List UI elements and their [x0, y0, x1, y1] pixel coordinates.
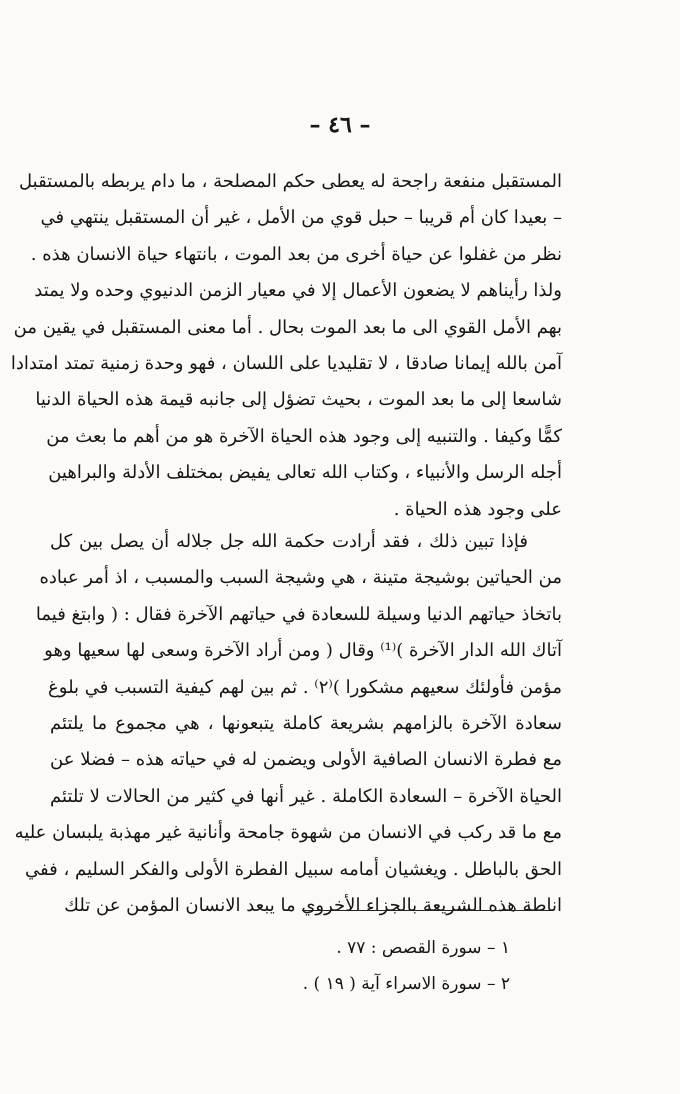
text-line: بهم الأمل القوي الى ما بعد الموت بحال . أما معنى المستقبل في يقين من	[13, 316, 562, 338]
footnote-item: ١ – سورة القصص : ٧٧ .	[336, 938, 510, 958]
text-line: أجله الرسل والأنبياء ، وكتاب الله تعالى يفيض بمختلف الأدلة والبراهين	[48, 462, 562, 484]
text-line: نظر من غفلوا عن حياة أخرى من بعد الموت ، بانتهاء حياة الانسان هذه .	[30, 243, 562, 265]
paragraph-second	[14, 524, 562, 924]
text-line: مع ما قد ركب في الانسان من شهوة جامحة وأنانية غير مهذبة يلبسان عليه	[14, 822, 562, 844]
text-line: مؤمن فأولئك سعيهم مشكورا )⁽٢⁾ . ثم بين لهم كيفية التسبب في بلوغ	[48, 676, 562, 698]
text-line: آتاك الله الدار الآخرة )⁽¹⁾ وقال ( ومن أراد الآخرة وسعى لها سعيها وهو	[44, 640, 562, 662]
text-line: الحياة الآخرة – السعادة الكاملة . غير أنها في كثير من الحالات لا تلتئم	[50, 785, 562, 807]
text-line: فإذا تبين ذلك ، فقد أرادت حكمة الله جل جلاله أن يصل بين كل	[50, 531, 528, 552]
text-line: المستقبل منفعة راجحة له يعطى حكم المصلحة ، ما دام يربطه بالمستقبل	[19, 171, 562, 192]
text-line: – بعيدا كان أم قريبا – حبل قوي من الأمل ، غير أن المستقبل ينتهي في	[40, 207, 562, 229]
footnote-item: ٢ – سورة الاسراء آية ( ١٩ ) .	[302, 974, 510, 994]
footnote-separator	[302, 910, 552, 911]
page-number: – ٤٦ –	[309, 112, 371, 138]
text-line: اناطة هذه الشريعة بالجزاء الأخروي ما يبعد الانسان المؤمن عن تلك	[64, 894, 562, 916]
text-line: سعادة الآخرة بالزامهم بشريعة كاملة يتبعونها ، هي مجموع ما يلتئم	[50, 712, 562, 734]
text-line: آمن بالله إيمانا صادقا ، لا تقليديا على اللسان ، فهو وحدة زمنية تمتد امتدادا	[10, 352, 562, 374]
paragraph-first	[10, 164, 562, 528]
text-line: باتخاذ حياتهم الدنيا وسيلة للسعادة في حياتهم الآخرة فقال : ( وابتغ فيما	[35, 603, 562, 625]
text-line: من الحياتين بوشيجة متينة ، هي وشيجة السبب والمسبب ، اذ أمر عباده	[39, 567, 562, 589]
text-line: ولذا رأيناهم لا يضعون الأعمال إلا في معيار الزمن الدنيوي وحده ولا يمتد	[34, 280, 562, 302]
footnotes	[250, 930, 510, 1002]
text-line: على وجود هذه الحياة .	[393, 498, 562, 520]
text-line: مع فطرة الانسان الصافية الأولى ويضمن له في حياته هذه – فضلا عن	[50, 749, 562, 771]
text-line: الحق بالباطل . ويغشيان أمامه سبيل الفطرة الأولى والفكر السليم ، ففي	[25, 858, 562, 880]
text-line: شاسعا إلى ما بعد الموت ، بحيث تضؤل إلى جانبه قيمة هذه الحياة الدنيا	[35, 389, 562, 411]
text-line: كمًّا وكيفا . والتنبيه إلى وجود هذه الحياة الآخرة هو من أهم ما بعث من	[46, 425, 562, 447]
